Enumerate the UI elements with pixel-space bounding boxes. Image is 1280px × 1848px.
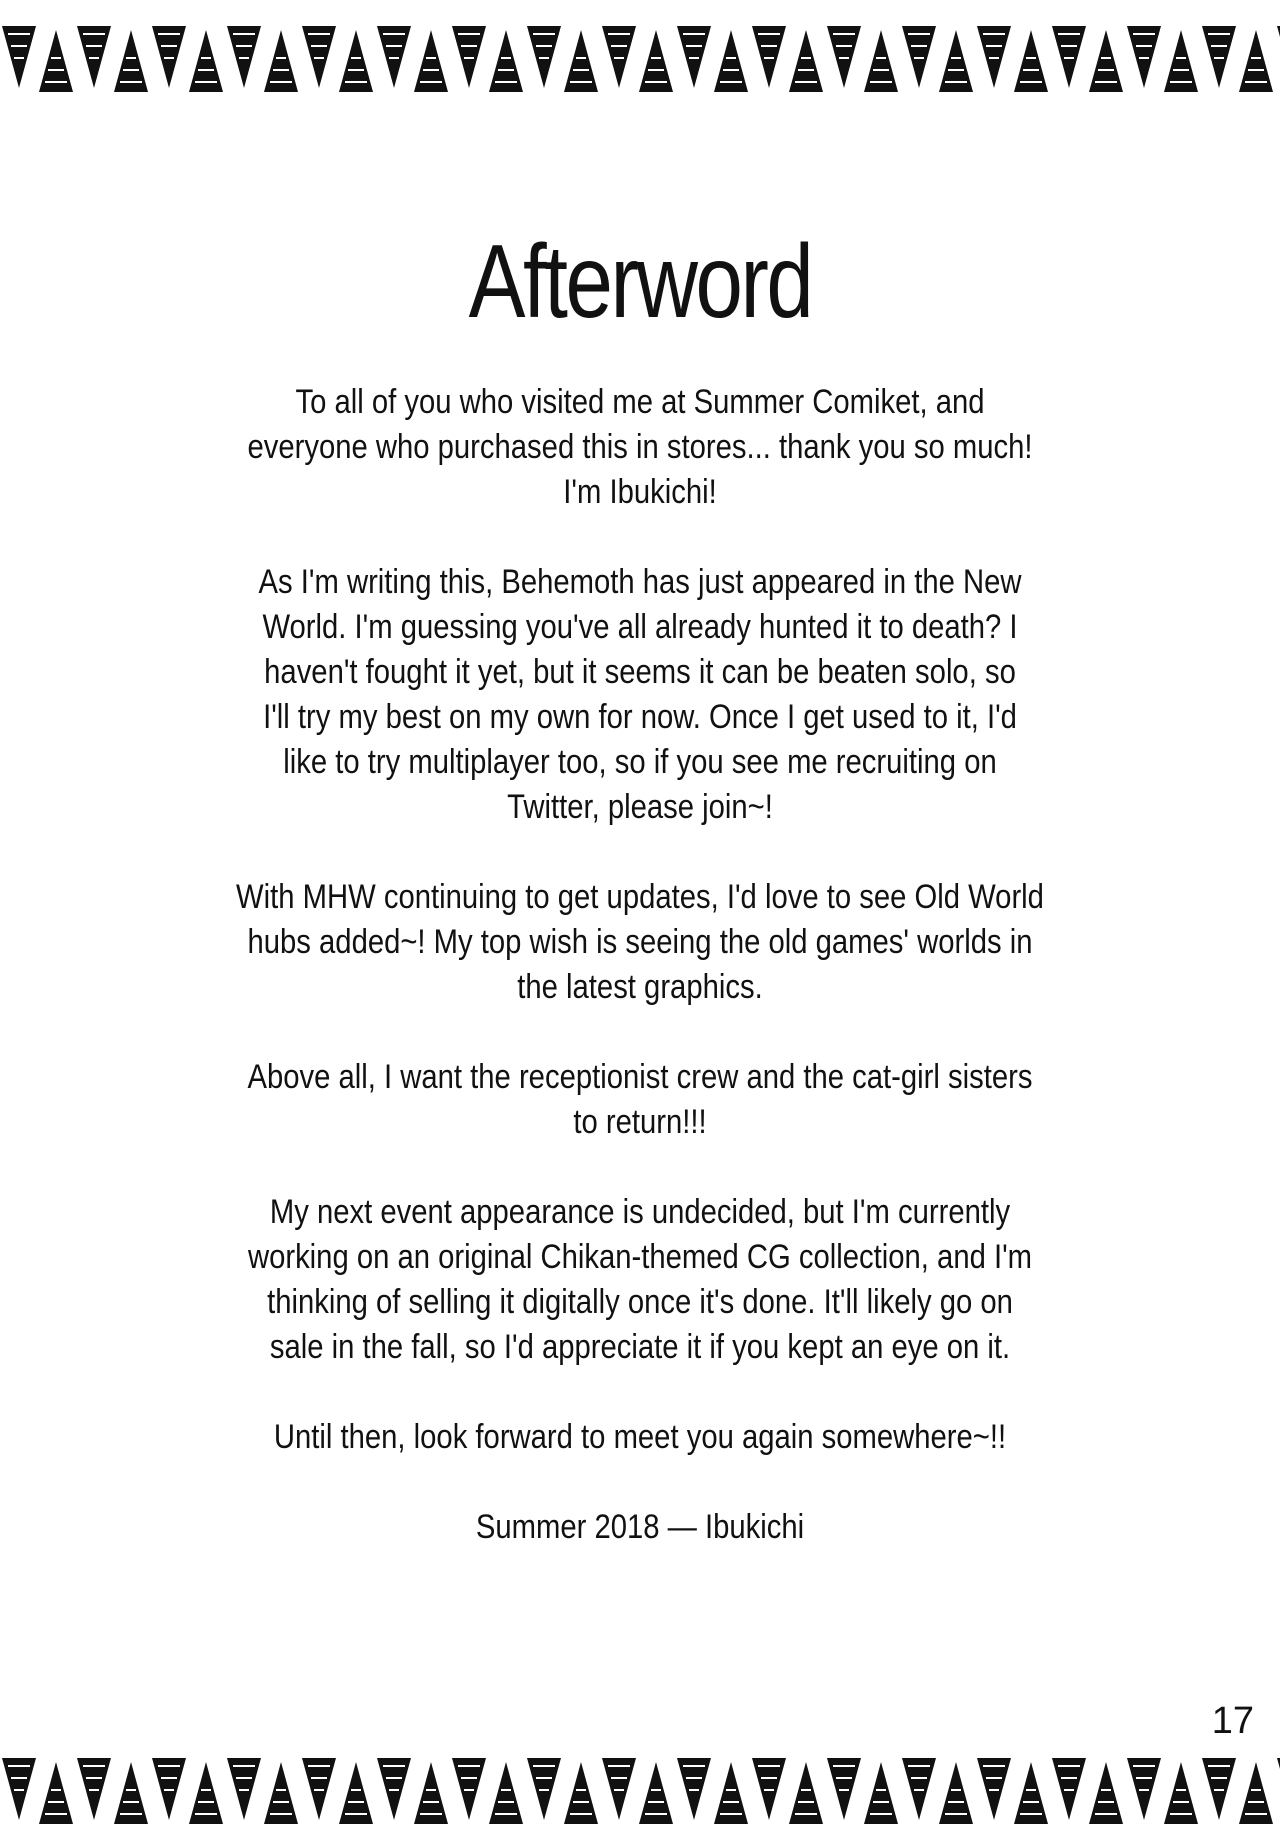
triangle-pattern-icon xyxy=(0,1752,1280,1830)
afterword-body xyxy=(170,380,1110,1595)
paragraph-behemoth: As I'm writing this, Behemoth has just appeared in the New World. I'm guessing you've all already hunted it to death? I haven't fought it yet, but it seems it can be beaten solo, so I'll try my best on my own for now. Once I get used to it, I'd like to try multiplayer too, so if you see me recruiting on Twitter, please join~! xyxy=(258,563,1022,826)
top-triangle-border xyxy=(0,20,1280,98)
paragraph-thanks: To all of you who visited me at Summer Comiket, and everyone who purchased this in stores... thank you so much! I'm Ibukichi! xyxy=(247,383,1033,511)
paragraph-next-event: My next event appearance is undecided, but I'm currently working on an original Chikan-themed CG collection, and I'm thinking of selling it digitally once it's done. It'll likely go on sale in the fall, so I'd appreciate it if you kept an eye on it. xyxy=(247,1193,1033,1366)
signature-line: Summer 2018 — Ibukichi xyxy=(475,1508,805,1546)
bottom-triangle-border xyxy=(0,1752,1280,1830)
paragraph-wish: Above all, I want the receptionist crew and the cat-girl sisters to return!!! xyxy=(247,1058,1033,1141)
page-number: 17 xyxy=(1211,1700,1254,1742)
paragraph-updates: With MHW continuing to get updates, I'd love to see Old World hubs added~! My top wish is seeing the old games' worlds in the latest graphics. xyxy=(236,878,1044,1006)
paragraph-closing: Until then, look forward to meet you again somewhere~!! xyxy=(273,1418,1007,1456)
page-title: Afterword xyxy=(468,224,812,340)
triangle-pattern-icon xyxy=(0,20,1280,98)
